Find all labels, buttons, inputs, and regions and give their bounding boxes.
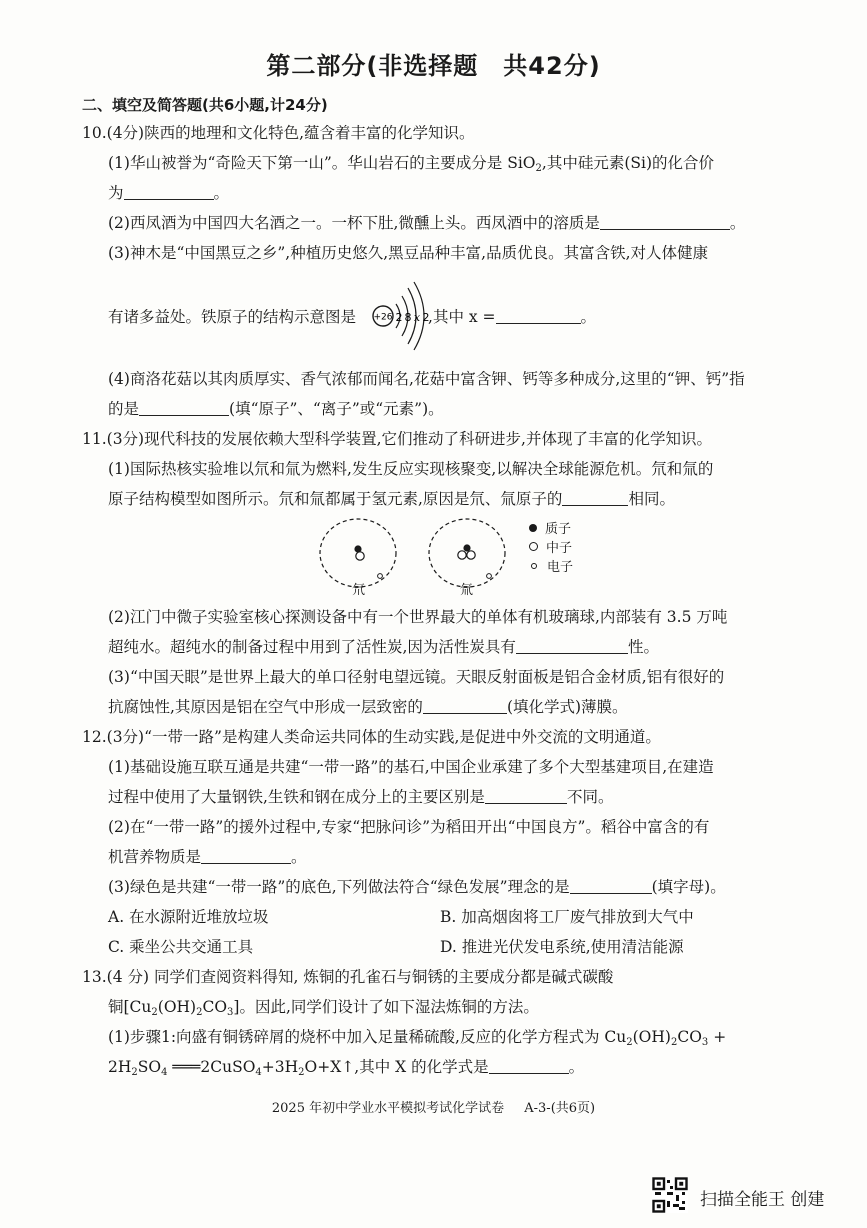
particle-legend — [529, 520, 573, 577]
qr-code-icon — [652, 1177, 688, 1213]
q11-part2-line1: (2)江门中微子实验室核心探测设备中有一个世界最大的单体有机玻璃球,内部装有 3.5 万吨 — [108, 608, 728, 626]
answer-blank[interactable] — [124, 183, 214, 200]
electron-dot — [378, 574, 383, 579]
q11-part3-line1: (3)“中国天眼”是世界上最大的单口径射电望远镜。天眼反射面板是铝合金材质,铝有很好的 — [108, 668, 725, 686]
answer-blank[interactable] — [489, 1057, 569, 1074]
q13-stem-line1: 13.(4 分) 同学们查阅资料得知, 炼铜的孔雀石与铜锈的主要成分都是碱式碳酸 — [82, 968, 614, 986]
deuterium-label: 氘 — [352, 583, 366, 598]
q12-part2-line1: (2)在“一带一路”的援外过程中,专家“把脉问诊”为稻田开出“中国良方”。稻谷中富含的有 — [108, 818, 710, 836]
q10-part3-line2: 有诸多益处。铁原子的结构示意图是 ,其中 x = 。 — [108, 308, 597, 326]
shell-count: x — [413, 311, 421, 324]
answer-blank[interactable] — [201, 847, 291, 864]
q12-part3: (3)绿色是共建“一带一路”的底色,下列做法符合“绿色发展”理念的是 (填字母)。 — [108, 878, 726, 896]
answer-blank[interactable] — [139, 399, 229, 416]
scanner-watermark: 扫描全能王 创建 — [700, 1190, 825, 1210]
page-number: A-3-(共6页) — [524, 1101, 596, 1116]
q11-part3-line2: 抗腐蚀性,其原因是铝在空气中形成一层致密的 (填化学式)薄膜。 — [108, 698, 628, 716]
q10-part1-line2: 为 。 — [108, 184, 230, 202]
answer-blank[interactable] — [600, 213, 730, 230]
q12-part1-line2: 过程中使用了大量钢铁,生铁和钢在成分上的主要区别是 不同。 — [108, 788, 614, 806]
q12-stem: 12.(3分)“一带一路”是构建人类命运共同体的生动实践,是促进中外交流的文明通道。 — [82, 728, 661, 746]
q12-part1-line1: (1)基础设施互联互通是共建“一带一路”的基石,中国企业承建了多个大型基建项目,在建造 — [108, 758, 714, 776]
exam-name: 2025 年初中学业水平模拟考试化学试卷 — [271, 1101, 505, 1116]
q12-option-a: A. 在水源附近堆放垃圾 — [108, 908, 269, 926]
answer-blank[interactable] — [496, 307, 581, 324]
answer-blank[interactable] — [485, 787, 567, 804]
legend-proton: 质子 — [529, 520, 573, 539]
q10-part4-line2: 的是 (填“原子”、“离子”或“元素”)。 — [108, 400, 444, 418]
shell-count: 8 — [404, 311, 412, 324]
q13-part1-line1: (1)步骤1:向盛有铜锈碎屑的烧杯中加入足量稀硫酸,反应的化学方程式为 $Cu_2(OH)_2CO_3$ + — [108, 1028, 727, 1048]
answer-blank[interactable] — [423, 697, 507, 714]
section-heading: 二、填空及简答题(共6小题,计24分) — [82, 96, 328, 114]
q11-part1-line1: (1)国际热核实验堆以氘和氚为燃料,发生反应实现核聚变,以解决全球能源危机。氘和氚的 — [108, 460, 714, 478]
q13-part1-line2: $2H_2SO_4$ $═══2CuSO_4+3H_2O+X↑$,其中 X 的化学式是 。 — [108, 1058, 585, 1078]
nucleus-charge: +26 — [373, 312, 393, 323]
answer-blank[interactable] — [570, 877, 652, 894]
legend-neutron: 中子 — [529, 539, 573, 558]
neutron-circle — [467, 551, 475, 559]
q12-option-d: D. 推进光伏发电系统,使用清洁能源 — [440, 938, 684, 956]
legend-electron: 电子 — [529, 558, 573, 577]
q11-part1-line2: 原子结构模型如图所示。氘和氚都属于氢元素,原因是氘、氚原子的 相同。 — [108, 490, 675, 508]
q11-stem: 11.(3分)现代科技的发展依赖大型科学装置,它们推动了科研进步,并体现了丰富的化学知识。 — [82, 430, 712, 448]
answer-blank[interactable] — [516, 637, 628, 654]
shell-count: 2 — [395, 311, 403, 324]
page-footer — [0, 1097, 867, 1116]
q11-part2-line2: 超纯水。超纯水的制备过程中用到了活性炭,因为活性炭具有 性。 — [108, 638, 659, 656]
q10-stem: 10.(4分)陕西的地理和文化特色,蕴含着丰富的化学知识。 — [82, 124, 475, 142]
part-title: 第二部分(非选择题 共42分) — [266, 52, 601, 80]
q10-part1-line1: (1)华山被誉为“奇险天下第一山”。华山岩石的主要成分是 SiO$_2$,其中硅元素(Si)的化合价 — [108, 154, 715, 174]
q10-part4-line1: (4)商洛花菇以其肉质厚实、香气浓郁而闻名,花菇中富含钾、钙等多种成分,这里的“钾、钙”指 — [108, 370, 745, 388]
q12-option-c: C. 乘坐公共交通工具 — [108, 938, 254, 956]
shell-count: 2 — [422, 311, 430, 324]
neutron-circle — [356, 552, 364, 560]
q12-part2-line2: 机营养物质是 。 — [108, 848, 307, 866]
electron-dot — [487, 574, 492, 579]
neutron-circle — [458, 551, 466, 559]
q12-option-b: B. 加高烟囱将工厂废气排放到大气中 — [440, 908, 694, 926]
answer-blank[interactable] — [562, 489, 628, 506]
q10-part3-line1: (3)神木是“中国黑豆之乡”,种植历史悠久,黑豆品种丰富,品质优良。其富含铁,对人体健康 — [108, 244, 709, 262]
q10-part2: (2)西凤酒为中国四大名酒之一。一杯下肚,微醺上头。西凤酒中的溶质是 。 — [108, 214, 746, 232]
tritium-label: 氚 — [460, 583, 474, 598]
q13-stem-line2: 铜$[Cu_2(OH)_2CO_3]$。因此,同学们设计了如下湿法炼铜的方法。 — [108, 998, 539, 1018]
iron-atom-structure-diagram — [370, 278, 450, 354]
hydrogen-isotope-models — [310, 515, 510, 605]
